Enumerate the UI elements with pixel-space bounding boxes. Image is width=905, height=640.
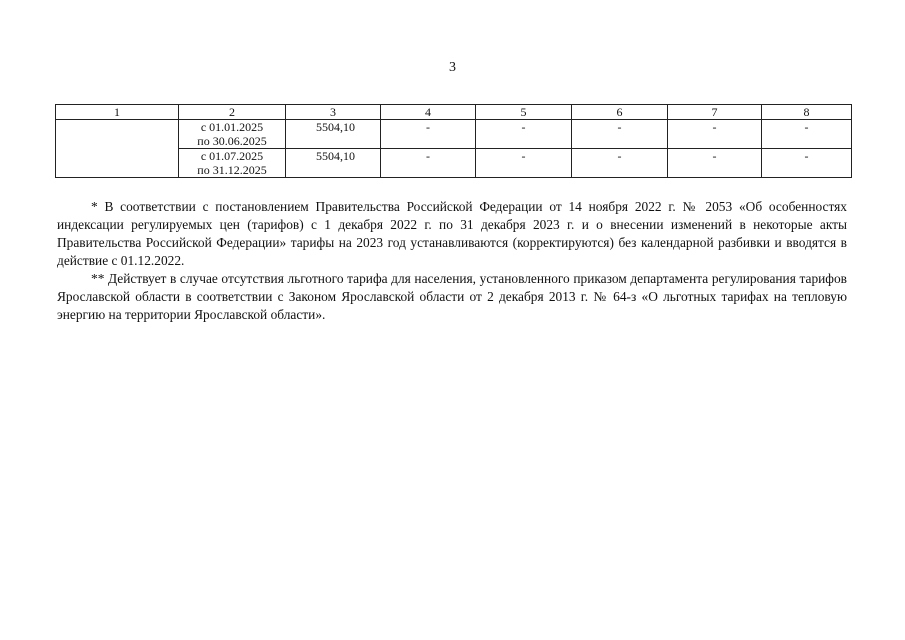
footnote-single-asterisk: * В соответствии с постановлением Правительства Российской Федерации от 14 ноября 2022 г. № 2053 «Об особенностях индексации регулируемых цен (тарифов) с 1 декабря 2022 г. по 31 декабря 2023 г. и о внесении изменений в некоторые акты Правительства Российской Федерации» тарифы на 2023 год устанавливаются (корректируются) без календарной разбивки и вводятся в действие с 01.12.2022. bbox=[57, 199, 847, 268]
table-row bbox=[56, 120, 852, 149]
period-end: по 31.12.2025 bbox=[197, 163, 267, 177]
table-cell: - bbox=[381, 120, 476, 149]
table-cell: - bbox=[668, 120, 762, 149]
period-cell bbox=[179, 149, 286, 178]
tariff-value-cell: 5504,10 bbox=[286, 149, 381, 178]
table-cell: - bbox=[476, 149, 572, 178]
table-header-cell: 5 bbox=[476, 105, 572, 120]
table-cell: - bbox=[762, 149, 852, 178]
table-cell: - bbox=[381, 149, 476, 178]
footnotes bbox=[57, 198, 847, 324]
table-cell: - bbox=[476, 120, 572, 149]
table-cell: - bbox=[668, 149, 762, 178]
footnote-double-asterisk: ** Действует в случае отсутствия льготного тарифа для населения, установленного приказом департамента регулирования тарифов Ярославской области в соответствии с Законом Ярославской области от 2 декабря 2013 г. № 64-з «О льготных тарифах на тепловую энергию на территории Ярославской области». bbox=[57, 271, 847, 322]
period-cell bbox=[179, 120, 286, 149]
table-header-cell: 1 bbox=[56, 105, 179, 120]
table-header-cell: 3 bbox=[286, 105, 381, 120]
table-header-cell: 6 bbox=[572, 105, 668, 120]
table-cell: - bbox=[572, 120, 668, 149]
period-start: с 01.07.2025 bbox=[200, 149, 264, 163]
table-header-cell: 7 bbox=[668, 105, 762, 120]
table-header-cell: 8 bbox=[762, 105, 852, 120]
page-number: 3 bbox=[449, 60, 456, 75]
table-header-row bbox=[56, 105, 852, 120]
period-start: с 01.01.2025 bbox=[200, 120, 264, 134]
table-cell: - bbox=[762, 120, 852, 149]
tariff-table bbox=[55, 104, 852, 178]
tariff-value-cell: 5504,10 bbox=[286, 120, 381, 149]
table-cell: - bbox=[572, 149, 668, 178]
table-header-cell: 4 bbox=[381, 105, 476, 120]
table-cell-col1 bbox=[56, 120, 179, 178]
table-header-cell: 2 bbox=[179, 105, 286, 120]
period-end: по 30.06.2025 bbox=[197, 134, 267, 148]
